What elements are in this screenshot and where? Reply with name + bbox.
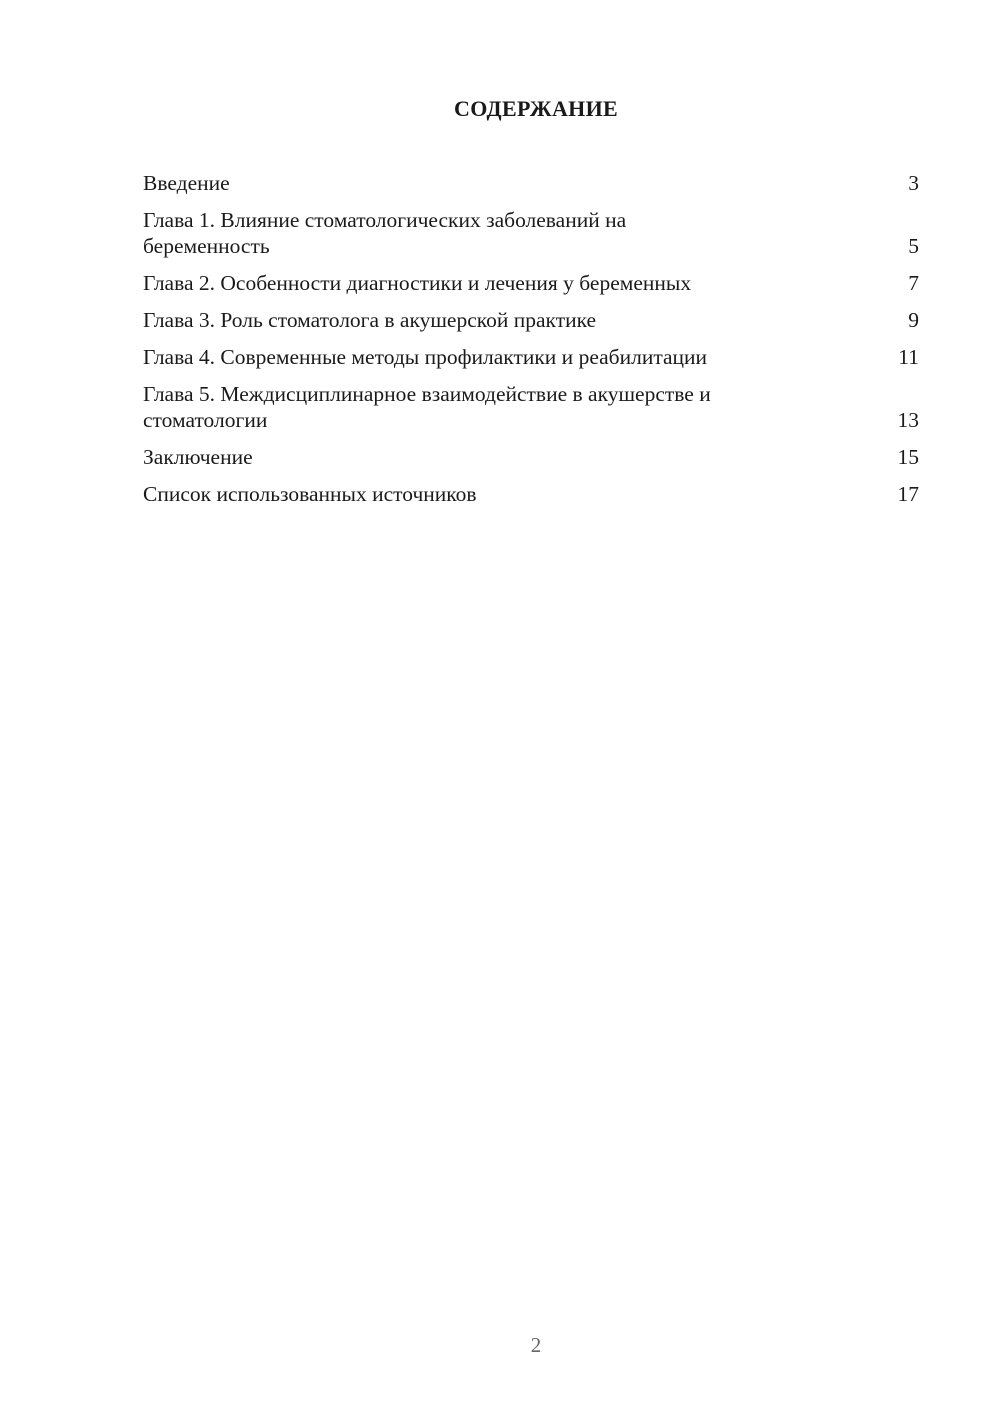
toc-entry-page: 9	[908, 308, 919, 332]
toc-entry-chapter-2	[143, 270, 919, 296]
toc-entry-conclusion	[143, 444, 919, 470]
toc-entry-references	[143, 481, 919, 507]
toc-entry-line: Глава 5. Междисциплинарное взаимодействие в акушерстве и	[143, 382, 711, 406]
page-number: 2	[530, 1333, 542, 1357]
table-of-contents	[143, 170, 919, 518]
toc-entry-text	[143, 207, 889, 259]
toc-entry-line: Глава 1. Влияние стоматологических заболеваний на	[143, 208, 627, 232]
toc-entry-chapter-5	[143, 381, 919, 433]
toc-entry-chapter-3	[143, 307, 919, 333]
toc-entry-introduction	[143, 170, 919, 196]
toc-entry-text	[143, 444, 889, 470]
toc-entry-text	[143, 270, 889, 296]
toc-entry-line: беременность	[143, 234, 270, 258]
toc-entry-line: Глава 2. Особенности диагностики и лечения у беременных	[143, 271, 692, 295]
toc-entry-page: 13	[897, 408, 919, 432]
toc-entry-page: 7	[908, 271, 919, 295]
toc-entry-text	[143, 381, 889, 433]
toc-entry-text	[143, 481, 889, 507]
toc-entry-line: Глава 3. Роль стоматолога в акушерской практике	[143, 308, 597, 332]
toc-entry-text	[143, 170, 889, 196]
toc-entry-chapter-1	[143, 207, 919, 259]
toc-entry-page: 17	[897, 482, 919, 506]
toc-entry-line: Заключение	[143, 445, 253, 469]
toc-entry-text	[143, 307, 889, 333]
toc-entry-page: 3	[908, 171, 919, 195]
toc-entry-page: 11	[898, 345, 919, 369]
toc-entry-page: 5	[908, 234, 919, 258]
page-title: СОДЕРЖАНИЕ	[454, 96, 618, 121]
toc-entry-text	[143, 344, 889, 370]
toc-entry-chapter-4	[143, 344, 919, 370]
toc-entry-line: Введение	[143, 171, 230, 195]
toc-entry-line: стоматологии	[143, 408, 268, 432]
toc-entry-line: Глава 4. Современные методы профилактики и реабилитации	[143, 345, 708, 369]
toc-entry-page: 15	[897, 445, 919, 469]
toc-entry-line: Список использованных источников	[143, 482, 477, 506]
